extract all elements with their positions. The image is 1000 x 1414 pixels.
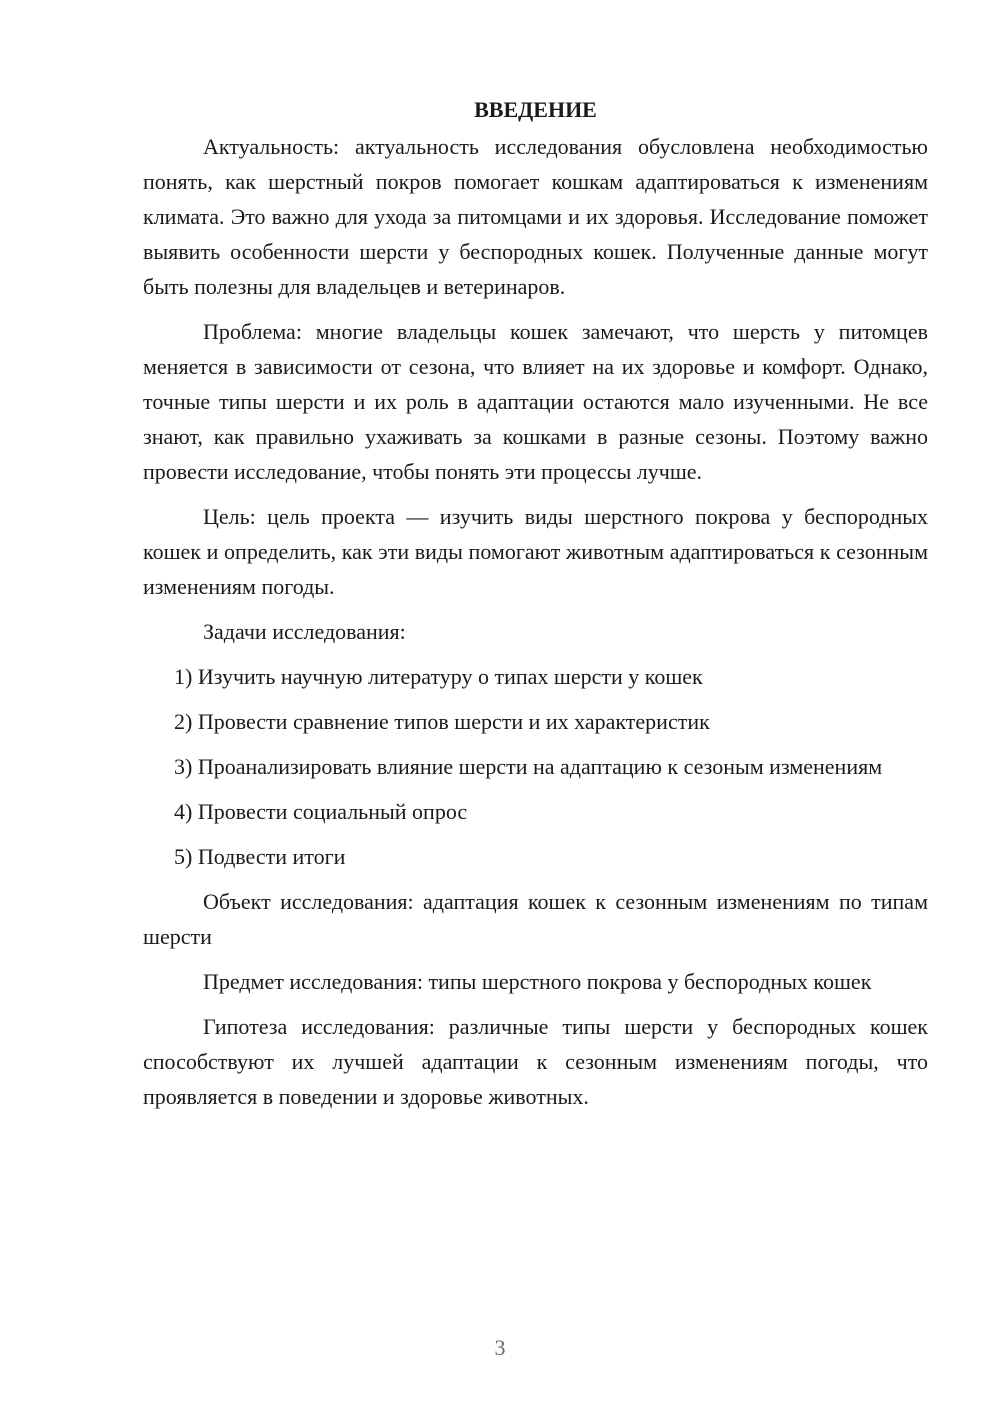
paragraph-hypothesis: Гипотеза исследования: различные типы шерсти у беспородных кошек способствуют их лучшей адаптации к сезонным изменениям погоды, что проявляется в поведении и здоровье животных.: [143, 1014, 928, 1109]
task-item: 4) Провести социальный опрос: [174, 799, 468, 824]
paragraph-object: Объект исследования: адаптация кошек к сезонным изменениям по типам шерсти: [143, 889, 928, 949]
task-item: 3) Проанализировать влияние шерсти на адаптацию к сезоным изменениям: [174, 754, 883, 779]
paragraph-relevance: Актуальность: актуальность исследования обусловлена необходимостью понять, как шерстный покров помогает кошкам адаптироваться к изменениям климата. Это важно для ухода за питомцами и их здоровья. Исследование поможет выявить особенности шерсти у беспородных кошек. Полученные данные могут быть полезны для владельцев и ветеринаров.: [143, 134, 928, 299]
paragraph-goal: Цель: цель проекта — изучить виды шерстного покрова у беспородных кошек и определить, как эти виды помогают животным адаптироваться к сезонным изменениям погоды.: [143, 504, 928, 599]
task-item: 1) Изучить научную литературу о типах шерсти у кошек: [174, 664, 703, 689]
page-content: [143, 92, 928, 1124]
task-item: 2) Провести сравнение типов шерсти и их характеристик: [174, 709, 710, 734]
paragraph-subject: Предмет исследования: типы шерстного покрова у беспородных кошек: [203, 969, 872, 994]
paragraph-problem: Проблема: многие владельцы кошек замечают, что шерсть у питомцев меняется в зависимости от сезона, что влияет на их здоровье и комфорт. Однако, точные типы шерсти и их роль в адаптации остаются мало изученными. Не все знают, как правильно ухаживать за кошками в разные сезоны. Поэтому важно провести исследование, чтобы понять эти процессы лучше.: [143, 319, 928, 484]
section-heading: ВВЕДЕНИЕ: [474, 97, 597, 122]
tasks-list: [143, 659, 928, 874]
paragraph-tasks-title: Задачи исследования:: [203, 619, 406, 644]
page-number: 3: [494, 1335, 506, 1360]
task-item: 5) Подвести итоги: [174, 844, 346, 869]
